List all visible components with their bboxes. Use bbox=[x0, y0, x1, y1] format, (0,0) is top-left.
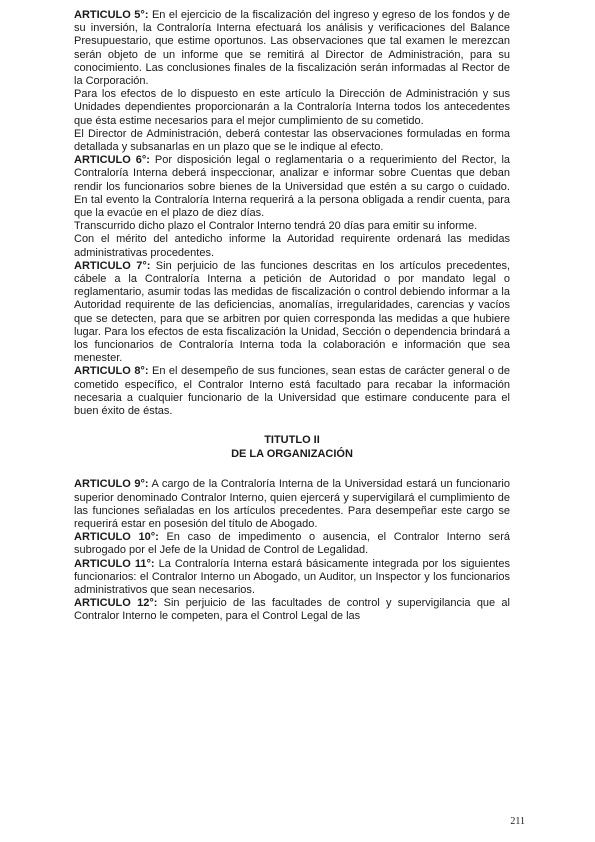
paragraph-articulo-12 bbox=[74, 597, 510, 623]
paragraph-articulo-7 bbox=[74, 260, 510, 366]
paragraph bbox=[74, 128, 510, 154]
paragraph-text: Transcurrido dicho plazo el Contralor Interno tendrá 20 días para emitir su informe. bbox=[74, 220, 478, 233]
paragraph-text: La Contraloría Interna estará básicamente integrada por los siguientes funcionarios: el Contralor Interno un Abogado, un Auditor, un Inspector y los funcionarios administrativos que sean necesarios. bbox=[74, 557, 510, 596]
article-label: ARTICULO 8°: bbox=[74, 365, 149, 378]
article-label: ARTICULO 7°: bbox=[74, 259, 151, 272]
paragraph-articulo-5 bbox=[74, 9, 510, 88]
paragraph-articulo-6 bbox=[74, 154, 510, 220]
paragraph bbox=[74, 220, 510, 233]
page-number: 211 bbox=[510, 816, 525, 827]
article-label: ARTICULO 6°: bbox=[74, 154, 150, 167]
section-heading-subtitle: DE LA ORGANIZACIÓN bbox=[231, 448, 353, 461]
section-heading bbox=[74, 433, 510, 461]
paragraph-text: A cargo de la Contraloría Interna de la Universidad estará un funcionario superior denominado Contralor Interno, quien ejercerá y supervigilará el cumplimiento de las funciones señaladas en los artículos precedentes. Para desempeñar este cargo se requerirá estar en posesión del título de Abogado. bbox=[74, 478, 510, 530]
paragraph-text: Con el mérito del antedicho informe la Autoridad requirente ordenará las medidas administrativas procedentes. bbox=[74, 233, 510, 259]
paragraph-text: En caso de impedimento o ausencia, el Contralor Interno será subrogado por el Jefe de la Unidad de Control de Legalidad. bbox=[74, 531, 510, 557]
paragraph-text: El Director de Administración, deberá contestar las observaciones formuladas en forma detallada y subsanarlas en un plazo que se le indique al efecto. bbox=[74, 127, 510, 154]
paragraph bbox=[74, 233, 510, 259]
paragraph-articulo-9 bbox=[74, 478, 510, 531]
article-label: ARTICULO 12°: bbox=[74, 597, 158, 610]
article-label: ARTICULO 9°: bbox=[74, 478, 149, 491]
paragraph-text: Por disposición legal o reglamentaria o a requerimiento del Rector, la Contraloría Interna deberá inspeccionar, analizar e informar sobre Cuentas que deban rendir los funcionarios sobre bienes de la Universidad que estén a su cargo o cuidado. En tal evento la Contraloría Interna requerirá a la persona obligada a rendir cuenta, para que la evacúe en el plazo de diez días. bbox=[74, 154, 511, 220]
paragraph-text: Sin perjuicio de las facultades de control y supervigilancia que al Contralor Interno le competen, para el Control Legal de las bbox=[74, 597, 510, 623]
paragraph-text: Para los efectos de lo dispuesto en este artículo la Dirección de Administración y sus Unidades dependientes proporcionarán a la Contraloría Interna todos los antecedentes que ésta estime necesarios para el mejor cumplimiento de su cometido. bbox=[74, 88, 510, 127]
paragraph bbox=[74, 88, 510, 128]
paragraph-articulo-11 bbox=[74, 558, 510, 598]
section-heading-title: TITUTLO II bbox=[264, 434, 320, 447]
article-label: ARTICULO 5°: bbox=[74, 9, 149, 21]
article-label: ARTICULO 11°: bbox=[74, 557, 155, 570]
article-label: ARTICULO 10°: bbox=[74, 531, 159, 544]
document-body bbox=[74, 9, 510, 624]
paragraph-text: Sin perjuicio de las funciones descritas en los artículos precedentes, cábele a la Contraloría Interna a petición de Autoridad o por mandato legal o reglamentario, asumir todas las medidas de fiscalización o control debiendo informar a la Autoridad requirente de las deficiencias, anomalías, irregularidades, carencias y vacíos que se detecten, para que se arbitren por quien corresponda las medidas a que hubiere lugar. Para los efectos de esta fiscalización la Unidad, Sección o dependencia brindará a los funcionarios de Contraloría Interna toda la colaboración e información que sea menester. bbox=[74, 259, 511, 365]
paragraph-text: En el ejercicio de la fiscalización del ingreso y egreso de los fondos y de su inversión, la Contraloría Interna efectuará los análisis y verificaciones del Balance Presupuestario, que estime oportunos. Las observaciones que tal examen le merezcan serán objeto de un informe que se remitirá al Director de Administración, para su conocimiento. Las conclusiones finales de la fiscalización serán informadas al Rector de la Corporación. bbox=[74, 9, 510, 88]
paragraph-articulo-10 bbox=[74, 531, 510, 557]
paragraph-articulo-8 bbox=[74, 365, 510, 418]
paragraph-text: En el desempeño de sus funciones, sean estas de carácter general o de cometido específico, el Contralor Interno está facultado para recabar la información necesaria a cualquier funcionario de la Universidad que estimare conducente para el buen éxito de éstas. bbox=[74, 365, 510, 418]
